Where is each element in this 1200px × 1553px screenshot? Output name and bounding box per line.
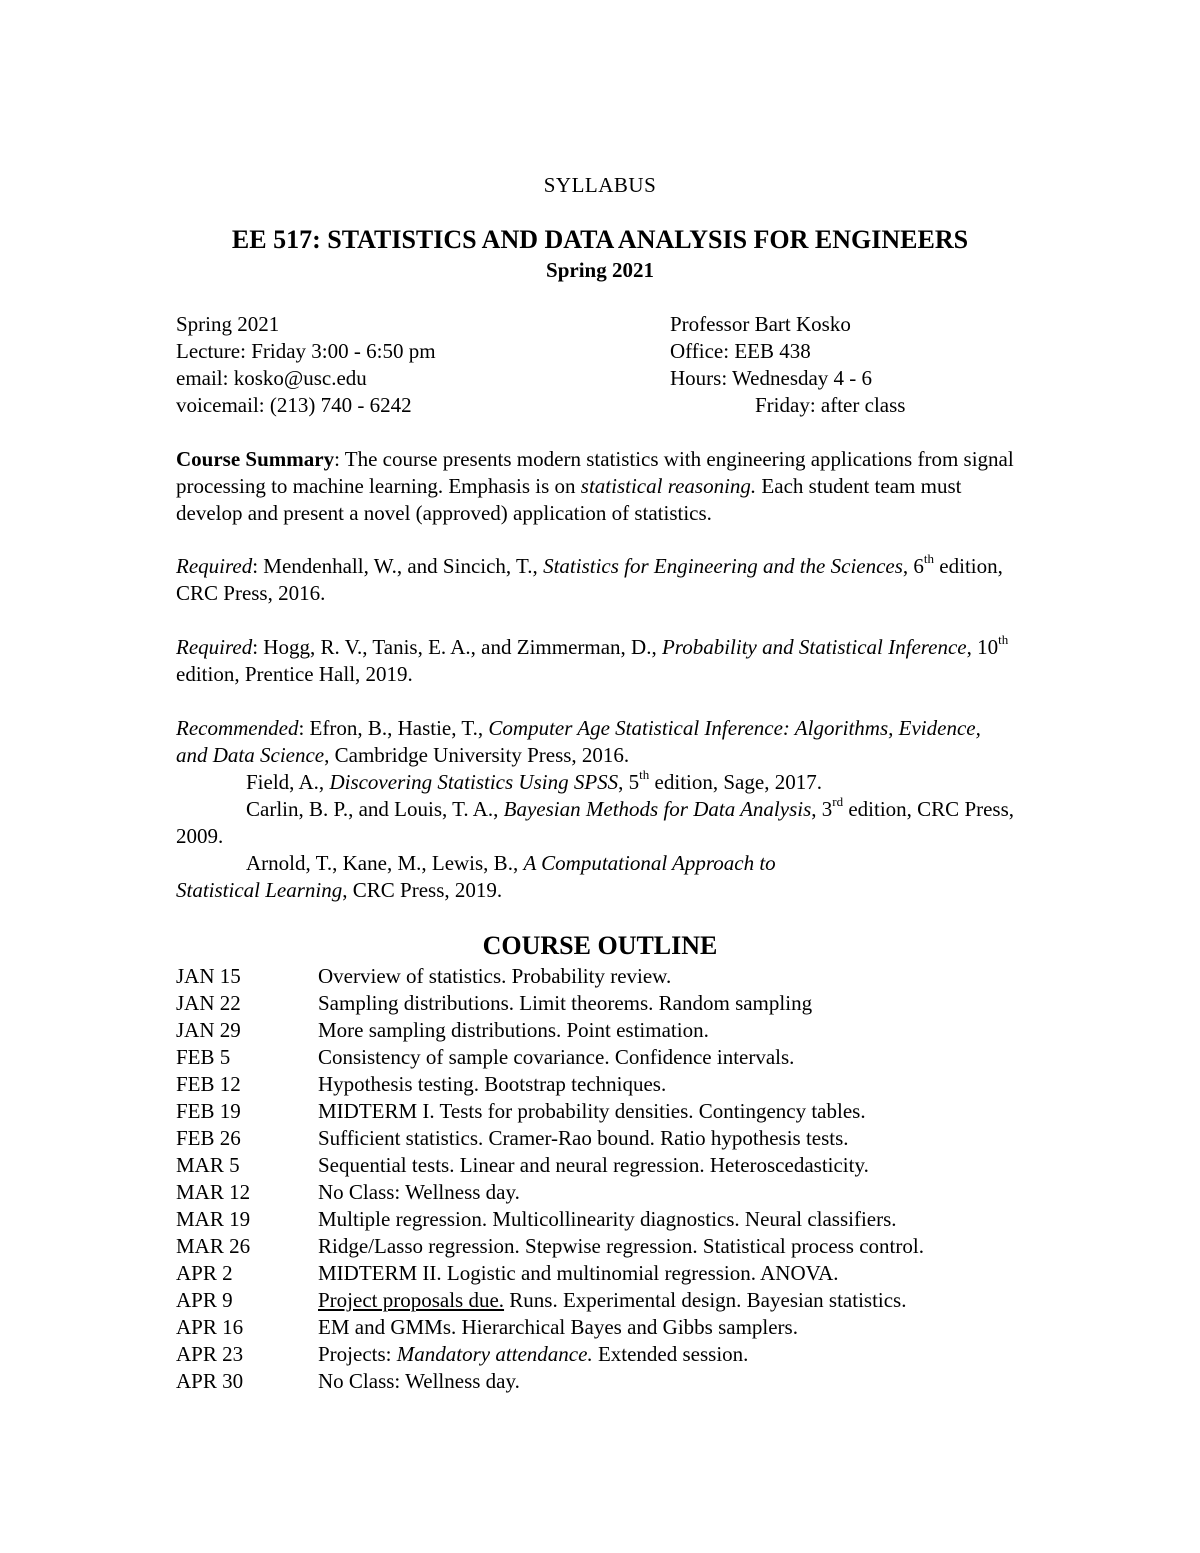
hours-friday-line: Friday: after class	[755, 393, 906, 417]
book2-edition: , 5	[618, 770, 640, 794]
outline-topic: More sampling distributions. Point estimation.	[318, 1018, 709, 1042]
outline-topic: MIDTERM I. Tests for probability densities. Contingency tables.	[318, 1099, 866, 1123]
required2-publisher: edition, Prentice Hall, 2019.	[176, 662, 413, 686]
required1-publisher: edition, CRC Press, 2016.	[176, 554, 1003, 605]
term-subtitle: Spring 2021	[546, 258, 654, 282]
recommended-label: Recommended	[176, 716, 299, 740]
summary-emphasis: statistical reasoning.	[580, 474, 757, 498]
book3-title: Bayesian Methods for Data Analysis	[503, 797, 812, 821]
outline-date: JAN 15	[176, 964, 241, 988]
summary-text-2: Each student team must develop and present a novel (approved) application of statistics.	[176, 474, 962, 525]
book4-line-2	[176, 877, 1016, 904]
outline-date: MAR 12	[176, 1180, 251, 1204]
book2-edition-suffix: th	[639, 767, 650, 782]
course-outline	[176, 963, 1036, 1395]
course-summary	[176, 446, 1016, 527]
email-line: email: kosko@usc.edu	[176, 366, 367, 390]
outline-row	[176, 1206, 1036, 1233]
professor-line: Professor Bart Kosko	[670, 312, 851, 336]
course-title: EE 517: STATISTICS AND DATA ANALYSIS FOR ENGINEERS	[231, 225, 969, 254]
recommended-book-2	[176, 769, 1016, 796]
outline-topic: Multiple regression. Multicollinearity diagnostics. Neural classifiers.	[318, 1207, 897, 1231]
outline-row	[176, 1125, 1036, 1152]
book1-publisher: , Cambridge University Press, 2016.	[324, 743, 630, 767]
outline-date: APR 30	[176, 1369, 244, 1393]
outline-topic: Consistency of sample covariance. Confidence intervals.	[318, 1045, 795, 1069]
required2-title: Probability and Statistical Inference	[661, 635, 967, 659]
outline-row	[176, 990, 1036, 1017]
outline-topic-rest: Runs. Experimental design. Bayesian statistics.	[504, 1288, 907, 1312]
outline-date: MAR 19	[176, 1207, 251, 1231]
outline-row	[176, 1314, 1036, 1341]
outline-topic: No Class: Wellness day.	[318, 1369, 520, 1393]
outline-date: FEB 5	[176, 1045, 231, 1069]
outline-row	[176, 1071, 1036, 1098]
required2-authors: : Hogg, R. V., Tanis, E. A., and Zimmerman, D.,	[252, 635, 662, 659]
recommended-book-4	[176, 850, 1016, 904]
book2-authors: Field, A.,	[246, 770, 330, 794]
required2-edition: , 10	[966, 635, 999, 659]
outline-topic	[318, 1341, 1036, 1368]
outline-topic: Overview of statistics. Probability review.	[318, 964, 672, 988]
recommended-book-1	[176, 715, 1016, 769]
outline-row	[176, 1233, 1036, 1260]
outline-topic-pre: Projects:	[318, 1342, 397, 1366]
outline-row	[176, 1368, 1036, 1395]
term-line: Spring 2021	[176, 312, 280, 336]
hours-line: Hours: Wednesday 4 - 6	[670, 366, 873, 390]
book1-title: Computer Age Statistical Inference: Algorithms, Evidence, and Data Science	[176, 716, 981, 767]
book3-authors: Carlin, B. P., and Louis, T. A.,	[246, 797, 504, 821]
required1-edition-suffix: th	[923, 551, 935, 566]
syllabus-label: SYLLABUS	[543, 173, 657, 197]
outline-topic: Sampling distributions. Limit theorems. Random sampling	[318, 991, 813, 1015]
outline-topic: EM and GMMs. Hierarchical Bayes and Gibbs samplers.	[318, 1315, 798, 1339]
required1-edition: , 6	[902, 554, 924, 578]
outline-date: FEB 19	[176, 1099, 241, 1123]
lecture-line: Lecture: Friday 3:00 - 6:50 pm	[176, 339, 436, 363]
outline-date: APR 23	[176, 1342, 244, 1366]
book1-authors: : Efron, B., Hastie, T.,	[298, 716, 489, 740]
outline-date: JAN 29	[176, 1018, 241, 1042]
book3-edition: , 3	[811, 797, 833, 821]
outline-topic: No Class: Wellness day.	[318, 1180, 520, 1204]
summary-label: Course Summary	[176, 447, 335, 471]
required-text-2	[176, 634, 1016, 688]
required1-authors: : Mendenhall, W., and Sincich, T.,	[252, 554, 544, 578]
outline-date: MAR 26	[176, 1234, 251, 1258]
outline-date: APR 16	[176, 1315, 244, 1339]
mandatory-attendance-note: Mandatory attendance.	[396, 1342, 593, 1366]
book3-edition-suffix: rd	[832, 794, 844, 809]
book2-title: Discovering Statistics Using SPSS	[329, 770, 619, 794]
required1-title: Statistics for Engineering and the Sciences	[543, 554, 903, 578]
voicemail-line: voicemail: (213) 740 - 6242	[176, 393, 412, 417]
book4-publisher: , CRC Press, 2019.	[342, 878, 503, 902]
outline-topic: Ridge/Lasso regression. Stepwise regression. Statistical process control.	[318, 1234, 924, 1258]
outline-date: FEB 26	[176, 1126, 241, 1150]
outline-row	[176, 1098, 1036, 1125]
course-outline-title: COURSE OUTLINE	[482, 931, 718, 960]
book4-line-1	[176, 850, 1016, 877]
outline-row	[176, 1287, 1036, 1314]
outline-topic: MIDTERM II. Logistic and multinomial regression. ANOVA.	[318, 1261, 839, 1285]
book4-title-part-1: A Computational Approach to	[523, 851, 776, 875]
outline-topic: Sufficient statistics. Cramer-Rao bound. Ratio hypothesis tests.	[318, 1126, 849, 1150]
outline-topic: Sequential tests. Linear and neural regression. Heteroscedasticity.	[318, 1153, 869, 1177]
book2-publisher: edition, Sage, 2017.	[649, 770, 822, 794]
outline-date: APR 2	[176, 1261, 233, 1285]
outline-topic	[318, 1287, 1036, 1314]
outline-row	[176, 1017, 1036, 1044]
outline-date: FEB 12	[176, 1072, 241, 1096]
outline-topic-rest: Extended session.	[592, 1342, 749, 1366]
outline-row	[176, 1152, 1036, 1179]
book4-title-part-2: Statistical Learning	[176, 878, 343, 902]
outline-date: JAN 22	[176, 991, 241, 1015]
office-line: Office: EEB 438	[670, 339, 811, 363]
outline-row	[176, 963, 1036, 990]
book3-publisher: edition, CRC Press, 2009.	[176, 797, 1015, 848]
course-logistics	[176, 311, 436, 419]
outline-row	[176, 1260, 1036, 1287]
required-text-1	[176, 553, 1016, 607]
outline-row	[176, 1341, 1036, 1368]
proposals-due-note: Project proposals due.	[318, 1288, 505, 1312]
outline-row	[176, 1179, 1036, 1206]
outline-date: MAR 5	[176, 1153, 240, 1177]
required-label: Required	[176, 635, 253, 659]
instructor-info	[670, 311, 905, 419]
recommended-texts	[176, 715, 1016, 904]
outline-topic: Hypothesis testing. Bootstrap techniques.	[318, 1072, 667, 1096]
outline-date: APR 9	[176, 1288, 233, 1312]
book4-authors: Arnold, T., Kane, M., Lewis, B.,	[246, 851, 524, 875]
recommended-book-3	[176, 796, 1016, 850]
required2-edition-suffix: th	[998, 632, 1009, 647]
summary-text-1: : The course presents modern statistics with engineering applications from signal processing to machine learning. Emphasis is on	[176, 447, 1014, 498]
required-label: Required	[176, 554, 253, 578]
outline-row	[176, 1044, 1036, 1071]
